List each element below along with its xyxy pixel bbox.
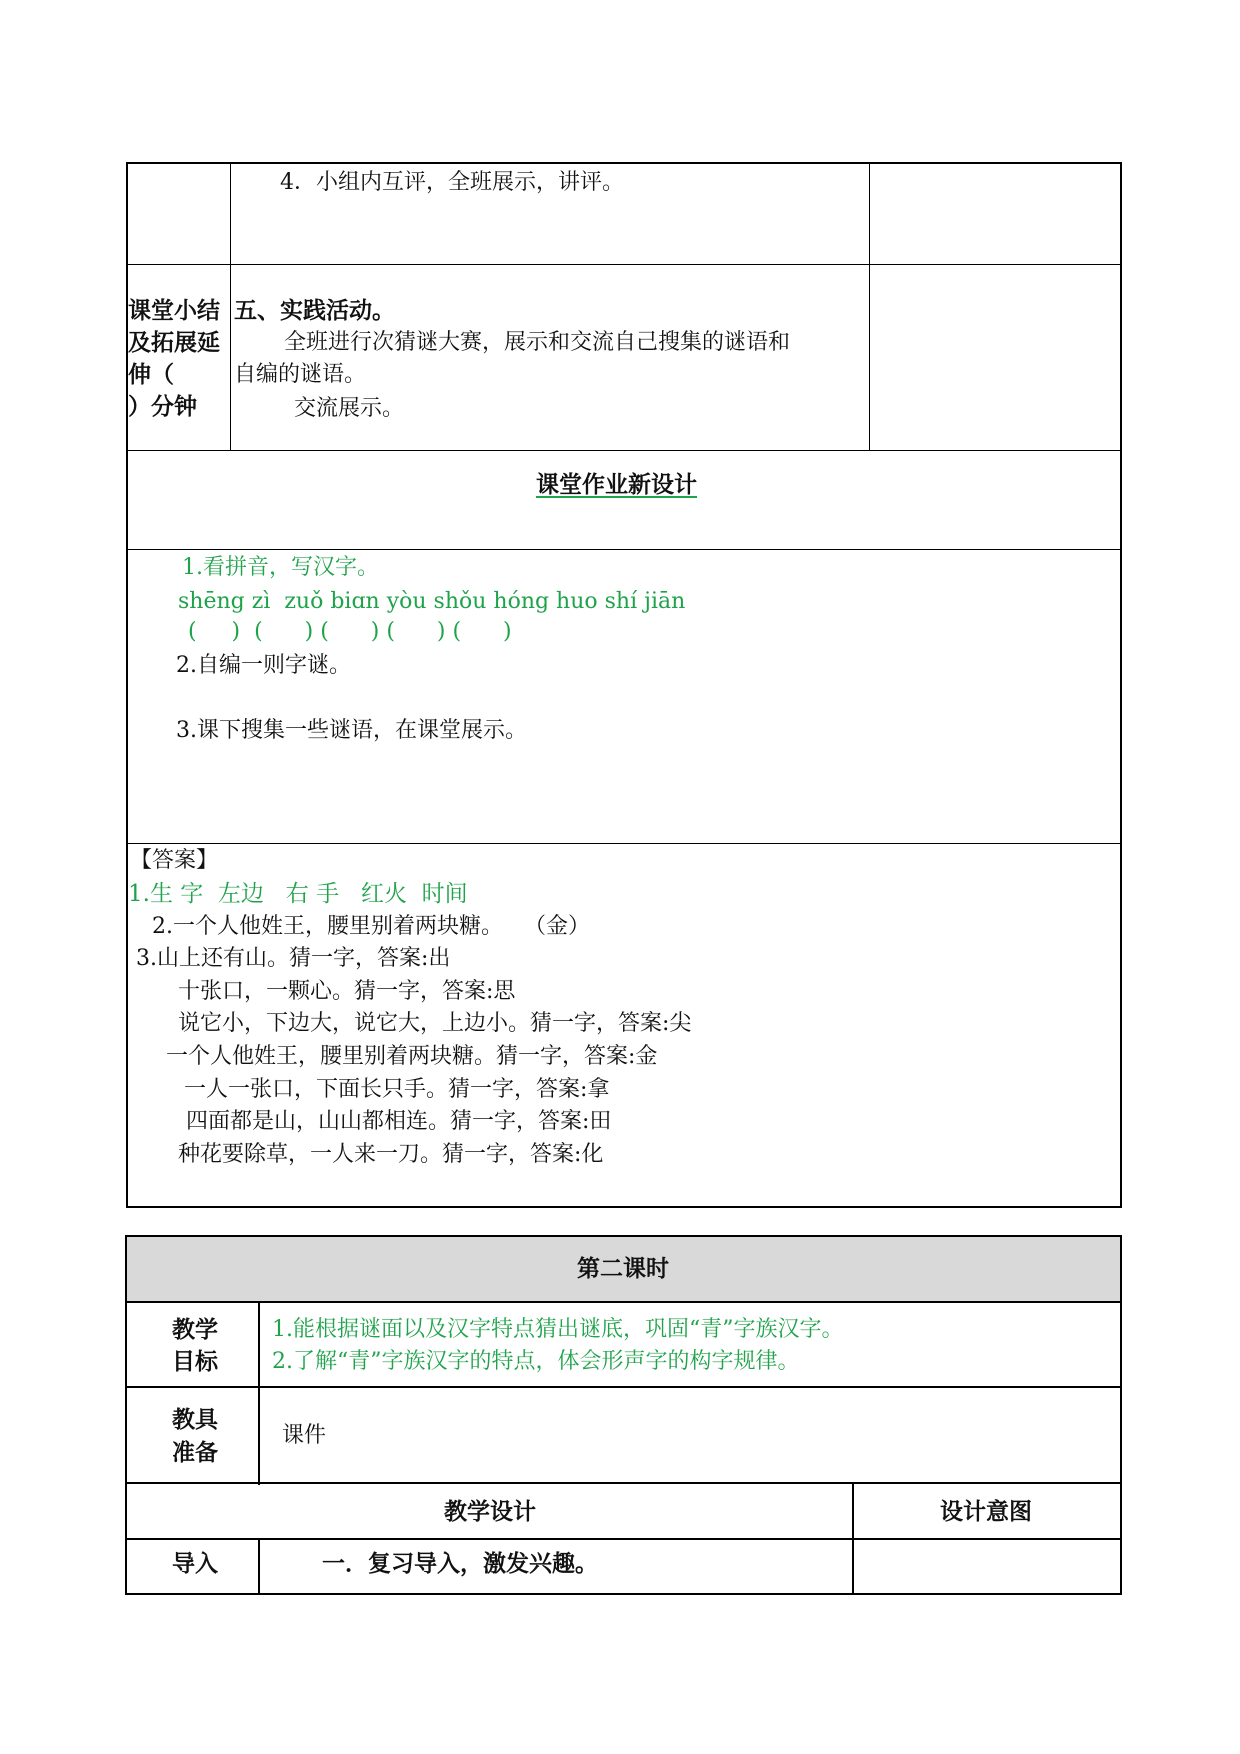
- homework-q2: 2.自编一则字谜。: [176, 653, 351, 678]
- table1-row-divider: [126, 843, 1122, 844]
- answers-riddle-1: 3.山上还有山。猜一字，答案:出: [136, 946, 451, 971]
- summary-label-line-3: 伸（: [128, 362, 174, 388]
- answers-header: 【答案】: [130, 848, 219, 873]
- table2-row-divider: [126, 1482, 1122, 1484]
- answers-riddle-5: 一人一张口，下面长只手。猜一字，答案:拿: [184, 1077, 610, 1102]
- table1-border-top: [126, 162, 1122, 164]
- table2-col-divider: [852, 1482, 854, 1594]
- intro-text: 一．复习导入，激发兴趣。: [322, 1551, 598, 1577]
- answers-riddle-4: 一个人他姓王，腰里别着两块糖。猜一字，答案:金: [166, 1044, 658, 1069]
- table2-border-right: [1120, 1235, 1122, 1595]
- second-lesson-title: 第二课时: [577, 1256, 669, 1282]
- answers-riddle-6: 四面都是山，山山都相连。猜一字，答案:田: [186, 1109, 612, 1134]
- table1-col-divider: [869, 162, 870, 451]
- teaching-goal-2: 2.了解“青”字族汉字的特点，体会形声字的构字规律。: [272, 1349, 800, 1374]
- practice-activity-line-1: 全班进行次猜谜大赛，展示和交流自己搜集的谜语和: [284, 330, 791, 355]
- homework-blanks: ( ) ( ) ( ) ( ) ( ): [188, 619, 512, 644]
- table2-col-divider: [258, 1301, 260, 1485]
- practice-activity-heading: 五、实践活动。: [234, 298, 395, 324]
- practice-activity-line-3: 交流展示。: [294, 396, 405, 421]
- answers-riddle-2: 十张口，一颗心。猜一字，答案:思: [178, 979, 516, 1004]
- answers-riddle-7: 种花要除草，一人来一刀。猜一字，答案:化: [178, 1142, 604, 1167]
- intro-label: 导入: [172, 1551, 218, 1577]
- teaching-prep-label-1: 教具: [172, 1407, 218, 1433]
- summary-label-line-4: ）分钟: [128, 394, 197, 420]
- table2-border-top: [126, 1235, 1122, 1237]
- table2-border-bottom: [126, 1593, 1122, 1595]
- teaching-design-header: 教学设计: [444, 1499, 536, 1525]
- table1-row-divider: [126, 264, 1122, 265]
- homework-q1: 1.看拼音，写汉字。: [182, 555, 379, 580]
- table1-col-divider: [230, 162, 231, 451]
- table2-border-left: [125, 1235, 127, 1595]
- teaching-goal-label-1: 教学: [172, 1317, 218, 1343]
- table1-border-bottom: [126, 1206, 1122, 1208]
- table2-row-divider: [126, 1386, 1122, 1388]
- summary-label-line-1: 课堂小结: [128, 298, 220, 324]
- table1-row-divider: [126, 450, 1122, 451]
- table1-border-right: [1120, 162, 1122, 1208]
- teaching-prep-value: 课件: [282, 1423, 327, 1448]
- answers-riddle-3: 说它小，下边大，说它大，上边小。猜一字，答案:尖: [178, 1011, 692, 1036]
- answers-a2: 2.一个人他姓王，腰里别着两块糖。 （金）: [152, 914, 590, 939]
- teaching-prep-label-2: 准备: [172, 1440, 218, 1466]
- homework-title: 课堂作业新设计: [536, 472, 697, 498]
- homework-q3: 3.课下搜集一些谜语，在课堂展示。: [176, 718, 527, 743]
- summary-label-line-2: 及拓展延: [128, 330, 220, 356]
- evaluation-step-text: 4．小组内互评，全班展示，讲评。: [280, 170, 624, 195]
- answers-a1: 1.生 字 左边 右 手 红火 时间: [128, 881, 468, 907]
- table2-row-divider: [126, 1538, 1122, 1540]
- teaching-goal-label-2: 目标: [172, 1349, 218, 1375]
- practice-activity-line-2: 自编的谜语。: [234, 362, 367, 387]
- homework-pinyin: shēng zì zuǒ biɑn yòu shǒu hóng huo shí jiān: [178, 589, 686, 614]
- table2-col-divider: [258, 1538, 260, 1594]
- design-intent-header: 设计意图: [940, 1499, 1032, 1525]
- table2-row-divider: [126, 1301, 1122, 1303]
- teaching-goal-1: 1.能根据谜面以及汉字特点猜出谜底，巩固“青”字族汉字。: [272, 1317, 844, 1342]
- table1-row-divider: [126, 549, 1122, 550]
